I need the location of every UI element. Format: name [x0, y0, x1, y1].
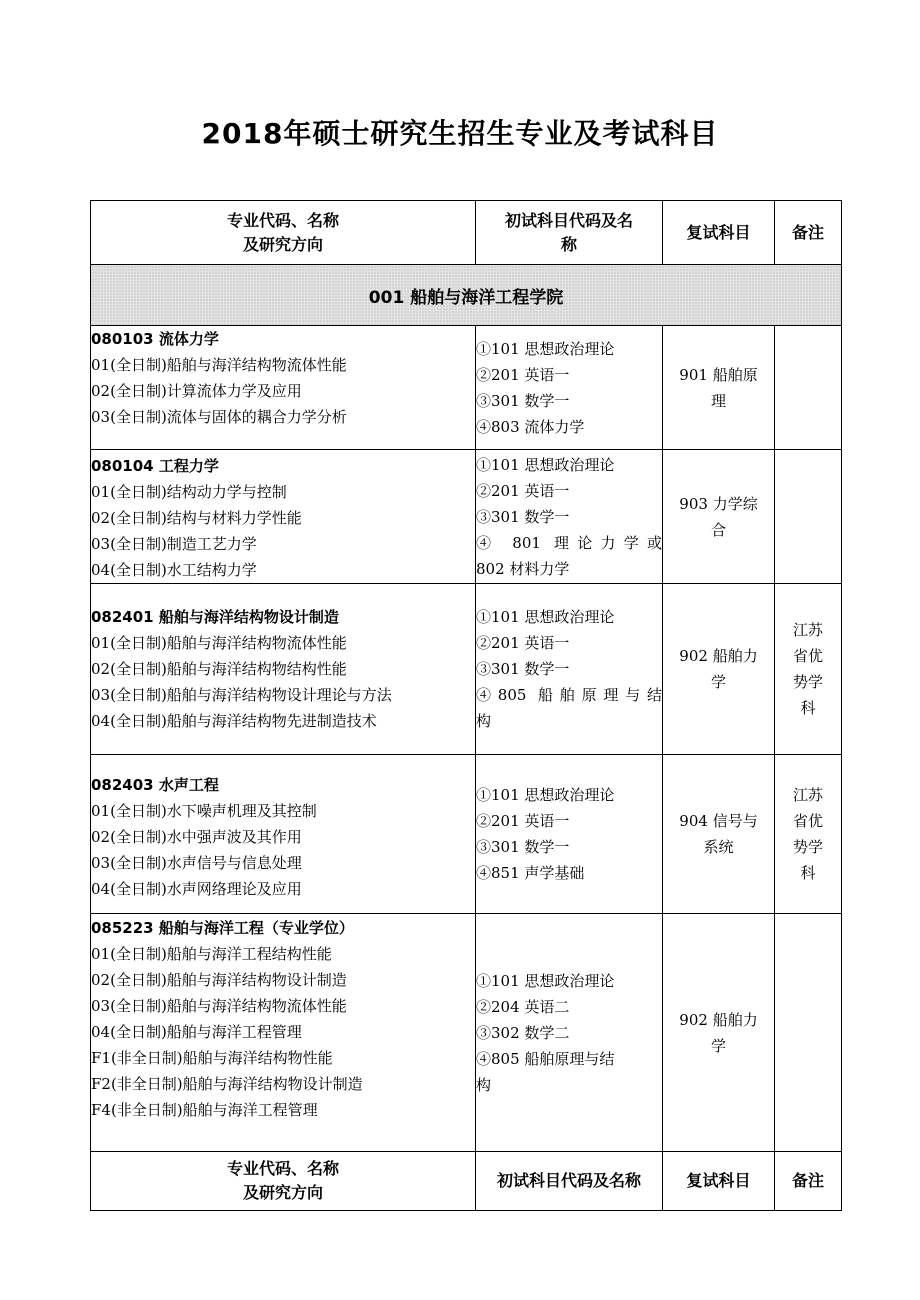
- notes-cell: [775, 584, 842, 755]
- prelim-subject: ③302 数学二: [476, 1023, 570, 1042]
- prelim-cell: [476, 914, 663, 1152]
- direction: 03(全日制)流体与固体的耦合力学分析: [91, 408, 347, 426]
- notes-cell: [775, 450, 842, 584]
- prelim-subject: ③301 数学一: [476, 391, 570, 410]
- prelim-subject: ①101 思想政治理论: [476, 786, 615, 804]
- direction: 01(全日制)结构动力学与控制: [91, 483, 287, 501]
- retest-subject: 合: [710, 520, 726, 539]
- major-title: 080103 流体力学: [91, 330, 219, 348]
- note-text: 省优: [792, 647, 823, 665]
- table-row: [91, 755, 842, 914]
- retest-subject: 902 船舶力: [679, 1010, 758, 1029]
- direction: 04(全日制)船舶与海洋工程管理: [91, 1023, 302, 1041]
- document-title: 2018年硕士研究生招生专业及考试科目: [201, 117, 719, 150]
- direction: 02(全日制)结构与材料力学性能: [91, 509, 302, 527]
- retest-subject: 理: [710, 391, 726, 410]
- retest-cell: [663, 584, 775, 755]
- header-prelim: [476, 201, 663, 265]
- table-row: [91, 584, 842, 755]
- direction: 04(全日制)船舶与海洋结构物先进制造技术: [91, 712, 377, 730]
- direction: 04(全日制)水工结构力学: [91, 561, 257, 579]
- major-title: 085223 船舶与海洋工程（专业学位）: [91, 919, 354, 937]
- note-text: 江苏: [792, 786, 823, 804]
- table-row: [91, 326, 842, 450]
- prelim-subject: ③301 数学一: [476, 660, 570, 678]
- prelim-subject: ④805 船舶原理与结: [476, 686, 662, 704]
- table-row: [91, 914, 842, 1152]
- note-text: 省优: [792, 812, 823, 830]
- notes-cell: [775, 914, 842, 1152]
- retest-subject: 902 船舶力: [679, 647, 758, 665]
- prelim-subject: ④ 801 理论力学或: [476, 533, 662, 552]
- retest-subject: 903 力学综: [679, 494, 758, 513]
- footer-header-major-line1: 专业代码、名称: [226, 1159, 339, 1178]
- retest-subject: 901 船舶原: [679, 365, 758, 384]
- direction: 03(全日制)船舶与海洋结构物流体性能: [91, 997, 347, 1015]
- table-footer-header-row: [91, 1152, 842, 1211]
- prelim-subject: ②201 英语一: [476, 634, 570, 652]
- major-cell: [91, 914, 476, 1152]
- header-major-line2: 及研究方向: [242, 234, 323, 254]
- table-row: [91, 450, 842, 584]
- department-name: 001 船舶与海洋工程学院: [91, 265, 842, 326]
- direction: 02(全日制)船舶与海洋结构物结构性能: [91, 660, 347, 678]
- header-major-line1: 专业代码、名称: [226, 210, 339, 230]
- major-title: 080104 工程力学: [91, 457, 219, 475]
- retest-cell: [663, 914, 775, 1152]
- direction: 01(全日制)船舶与海洋工程结构性能: [91, 945, 332, 963]
- prelim-subject: ③301 数学一: [476, 838, 570, 856]
- direction: F1(非全日制)船舶与海洋结构物性能: [91, 1049, 333, 1067]
- direction: 02(全日制)计算流体力学及应用: [91, 382, 302, 400]
- prelim-subject: 802 材料力学: [476, 559, 570, 578]
- department-row: [91, 265, 842, 326]
- prelim-subject: ①101 思想政治理论: [476, 455, 615, 474]
- retest-subject: 学: [710, 1036, 726, 1055]
- footer-header-notes: 备注: [775, 1152, 842, 1211]
- prelim-cell: [476, 326, 663, 450]
- direction: 02(全日制)水中强声波及其作用: [91, 828, 302, 846]
- prelim-cell: [476, 755, 663, 914]
- admission-table: [90, 200, 842, 1211]
- prelim-cell: [476, 584, 663, 755]
- major-cell: [91, 755, 476, 914]
- header-notes: 备注: [775, 201, 842, 265]
- note-text: 江苏: [792, 621, 823, 639]
- major-title: 082401 船舶与海洋结构物设计制造: [91, 608, 339, 626]
- footer-header-major-line2: 及研究方向: [242, 1183, 323, 1202]
- prelim-subject: ②201 英语一: [476, 481, 570, 500]
- notes-cell: [775, 326, 842, 450]
- direction: F4(非全日制)船舶与海洋工程管理: [91, 1101, 318, 1119]
- header-retest: 复试科目: [663, 201, 775, 265]
- direction: 01(全日制)水下噪声机理及其控制: [91, 802, 317, 820]
- notes-cell: [775, 755, 842, 914]
- header-prelim-line1: 初试科目代码及名: [504, 210, 633, 230]
- prelim-subject: ②204 英语二: [476, 997, 570, 1016]
- direction: 02(全日制)船舶与海洋结构物设计制造: [91, 971, 347, 989]
- retest-subject: 904 信号与: [679, 812, 758, 830]
- footer-header-prelim: 初试科目代码及名称: [476, 1152, 663, 1211]
- prelim-subject: ②201 英语一: [476, 812, 570, 830]
- prelim-subject: ①101 思想政治理论: [476, 608, 615, 626]
- note-text: 科: [800, 864, 816, 882]
- direction: 03(全日制)制造工艺力学: [91, 535, 257, 553]
- header-prelim-line2: 称: [560, 234, 577, 254]
- retest-cell: [663, 326, 775, 450]
- note-text: 势学: [792, 673, 823, 691]
- table-header-row: [91, 201, 842, 265]
- direction: 03(全日制)水声信号与信息处理: [91, 854, 302, 872]
- note-text: 科: [800, 699, 816, 717]
- footer-header-major: [91, 1152, 476, 1211]
- retest-cell: [663, 755, 775, 914]
- prelim-subject: ③301 数学一: [476, 507, 570, 526]
- major-cell: [91, 450, 476, 584]
- direction: 01(全日制)船舶与海洋结构物流体性能: [91, 356, 347, 374]
- prelim-subject: ①101 思想政治理论: [476, 339, 615, 358]
- prelim-subject: ②201 英语一: [476, 365, 570, 384]
- major-cell: [91, 584, 476, 755]
- prelim-subject: ①101 思想政治理论: [476, 971, 615, 990]
- prelim-subject: ④803 流体力学: [476, 417, 585, 436]
- major-cell: [91, 326, 476, 450]
- footer-header-retest: 复试科目: [663, 1152, 775, 1211]
- prelim-subject: 构: [476, 1075, 492, 1094]
- direction: 01(全日制)船舶与海洋结构物流体性能: [91, 634, 347, 652]
- major-title: 082403 水声工程: [91, 776, 219, 794]
- retest-cell: [663, 450, 775, 584]
- prelim-subject: ④805 船舶原理与结: [476, 1049, 615, 1068]
- prelim-subject: 构: [476, 712, 492, 730]
- direction: 04(全日制)水声网络理论及应用: [91, 880, 302, 898]
- retest-subject: 系统: [703, 838, 734, 856]
- prelim-cell: [476, 450, 663, 584]
- direction: 03(全日制)船舶与海洋结构物设计理论与方法: [91, 686, 392, 704]
- note-text: 势学: [792, 838, 823, 856]
- header-major: [91, 201, 476, 265]
- retest-subject: 学: [710, 673, 726, 691]
- direction: F2(非全日制)船舶与海洋结构物设计制造: [91, 1075, 363, 1093]
- prelim-subject: ④851 声学基础: [476, 864, 585, 882]
